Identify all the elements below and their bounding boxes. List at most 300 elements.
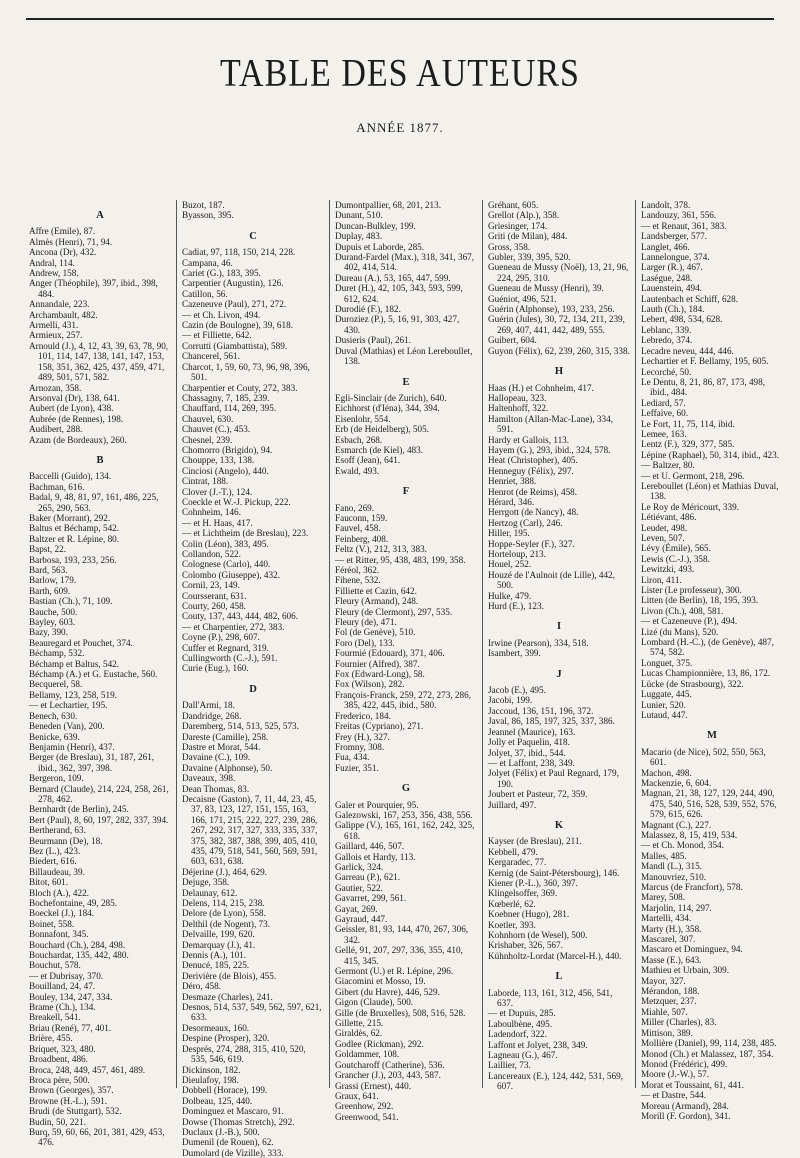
author-entry: Béchamp et Baltus, 542. — [29, 658, 120, 669]
author-entry: Despine (Prosper), 320. — [182, 1033, 270, 1044]
author-entry: Magnant (C.), 227. — [641, 819, 712, 830]
author-entry: Kergaradec, 77. — [488, 857, 547, 868]
author-entry: Le Roy de Méricourt, 339. — [641, 501, 739, 512]
author-entry: Bochefontaine, 49, 285. — [29, 898, 118, 908]
author-entry: Lewitzki, 493. — [641, 564, 695, 575]
author-entry: Isambert, 399. — [488, 648, 541, 659]
author-entry: Fromny, 308. — [335, 741, 385, 752]
author-entry: Macario (de Nice), 502, 550, 563, 601. — [641, 746, 766, 768]
author-entry: Cazeneuve (Paul), 271, 272. — [182, 299, 287, 310]
author-entry: Koetler, 393. — [488, 919, 536, 930]
author-entry: Hardy et Gallois, 113. — [488, 434, 570, 445]
author-entry: Dureau (A.), 53, 165, 447, 599. — [335, 272, 451, 283]
author-entry: — et Filliette, 642. — [182, 330, 252, 341]
author-entry: Dall'Armi, 18. — [182, 700, 235, 711]
author-entry: Chomorro (Brigido), 94. — [182, 444, 273, 455]
author-entry: Fournier (Alfred), 387. — [335, 658, 420, 669]
author-entry: Leudet, 498. — [641, 522, 688, 533]
author-entry: Lagneau (G.), 467. — [488, 1050, 558, 1061]
author-entry: Delthil (de Nogent), 73. — [182, 918, 271, 929]
author-entry: Briau (René), 77, 401. — [29, 1022, 112, 1033]
author-entry: Delaunay, 612. — [182, 887, 238, 898]
author-entry: Bez (L.), 423. — [29, 845, 81, 856]
author-entry: Javal, 86, 185, 197, 325, 337, 386. — [488, 716, 615, 727]
author-entry: Féréol, 362. — [335, 565, 380, 575]
author-entry: Badal, 9, 48, 81, 97, 161, 486, 225, 265, 290, 563. — [29, 492, 159, 513]
author-entry: Esmarch (de Kiel), 483. — [335, 444, 424, 455]
author-entry: Lutaud, 447. — [641, 709, 688, 720]
author-entry: Cintrat, 188. — [182, 476, 229, 487]
author-entry: Dowse (Thomas Stretch), 292. — [182, 1116, 295, 1127]
author-entry: Liron, 411. — [641, 574, 682, 585]
author-entry: Jolly et Paquelin, 418. — [488, 737, 570, 748]
author-entry: Duval (Mathias) et Léon Lereboullet, 138. — [335, 345, 473, 367]
author-entry: Buzot, 187. — [182, 200, 225, 210]
section-letter: D — [249, 683, 257, 695]
author-entry: Laborde, 113, 161, 312, 456, 541, 637. — [488, 987, 613, 1009]
author-entry: Broca père, 500. — [29, 1074, 90, 1085]
author-entry: Livon (Ch.), 408, 581. — [641, 605, 724, 616]
author-entry: — et Dupuis, 285. — [488, 1008, 556, 1019]
author-entry: Gross, 358. — [488, 241, 531, 252]
author-entry: Clover (J.-T.), 124. — [182, 486, 253, 497]
author-entry: Godlee (Rickman), 292. — [335, 1038, 424, 1049]
author-entry: Lewis (C.-J.), 358. — [641, 553, 710, 564]
author-entry: Armieux, 257. — [29, 330, 83, 341]
author-entry: Grancher (J.), 203, 443, 587. — [335, 1070, 441, 1081]
author-entry: Benech, 630. — [29, 710, 78, 721]
author-entry: — et Lechartier, 195. — [29, 700, 108, 711]
author-entry: Ancona (Dr), 432. — [29, 247, 97, 258]
author-entry: Freitas (Cypriano), 271. — [335, 721, 424, 732]
author-entry: Galezowski, 167, 253, 356, 438, 556. — [335, 809, 473, 820]
author-entry: Geissler, 81, 93, 144, 470, 267, 306, 342. — [335, 924, 469, 945]
author-entry: Hamilton (Allan-Mac-Lane), 334, 591. — [488, 413, 614, 435]
author-entry: Duret (H.), 42, 105, 343, 593, 599, 612, 624. — [335, 283, 463, 304]
top-rule — [26, 18, 774, 20]
author-entry: Foro (Del), 133. — [335, 637, 395, 648]
author-entry: Gallois et Hardy, 113. — [335, 851, 416, 862]
author-entry: Eichhorst (d'Iéna), 344, 394. — [335, 403, 440, 414]
author-entry: Annandale, 223. — [29, 299, 90, 310]
author-entry: Haltenhoff, 322. — [488, 403, 549, 414]
author-entry: — et Ch. Monod, 354. — [641, 840, 724, 851]
author-entry: Ewald, 493. — [335, 465, 380, 476]
author-entry: Dickinson, 182. — [182, 1064, 241, 1075]
author-entry: Greenhow, 292. — [335, 1101, 394, 1112]
author-entry: Budin, 50, 221. — [29, 1116, 86, 1127]
section-letter: C — [249, 230, 257, 242]
author-entry: Horteloup, 213. — [488, 549, 546, 559]
author-entry: Fleury (de), 471. — [335, 617, 397, 628]
author-entry: Gayat, 269. — [335, 903, 378, 914]
author-entry: Fauconn, 159. — [335, 512, 388, 523]
author-entry: — et Ch. Livon, 494. — [182, 309, 261, 320]
author-entry: Hayem (G.), 293, ibid., 324, 578. — [488, 444, 611, 455]
author-entry: Guérin (Jules), 30, 72, 134, 211, 239, 269, 407, 441, 442, 489, 555. — [488, 314, 625, 335]
author-entry: Cazin (de Boulogne), 39, 618. — [182, 320, 293, 331]
author-entry: Lebert, 498, 534, 628. — [641, 314, 723, 325]
author-entry: Feltz (V.), 212, 313, 383. — [335, 544, 427, 555]
author-entry: Beurmann (De), 18. — [29, 835, 103, 846]
author-entry: Bernard (Claude), 214, 224, 258, 261, 278, 462. — [29, 783, 169, 804]
author-entry: Monod (Frédéric), 499. — [641, 1058, 728, 1069]
author-entry: Durand-Fardel (Max.), 318, 341, 367, 402, 414, 514. — [335, 252, 475, 273]
index-column — [329, 200, 482, 1122]
author-entry: Couty, 137, 443, 444, 482, 606. — [182, 611, 299, 622]
author-entry: Anger (Théophile), 397, ibid., 398, 484. — [29, 278, 158, 299]
author-entry: Irwine (Pearson), 334, 518. — [488, 637, 589, 648]
author-entry: Lauth (Ch.), 184. — [641, 304, 705, 315]
author-entry: Graux, 641. — [335, 1090, 379, 1101]
author-entry: Curie (Eug.), 160. — [182, 663, 249, 674]
author-entry: Henriet, 388. — [488, 476, 537, 487]
author-entry: Duroziez (P.), 5, 16, 91, 303, 427, 430. — [335, 314, 460, 335]
author-entry: Lecorché, 50. — [641, 366, 692, 377]
author-entry: Gautier, 522. — [335, 882, 383, 893]
author-entry: Cinciosi (Angelo), 440. — [182, 465, 269, 476]
author-entry: Hertzog (Carl), 246. — [488, 517, 563, 528]
author-entry: Billaudeau, 39. — [29, 866, 85, 877]
author-entry: Colombo (Giuseppe), 432. — [182, 569, 280, 580]
author-entry: Dolbeau, 125, 440. — [182, 1095, 253, 1106]
author-entry: Guyon (Félix), 62, 239, 260, 315, 338. — [488, 345, 630, 356]
author-entry: Gillette, 215. — [335, 1018, 384, 1029]
author-entry: Demarquay (J.), 41. — [182, 939, 256, 950]
author-entry: Bauche, 500. — [29, 606, 78, 617]
author-entry: Arsonval (Dr), 138, 641. — [29, 392, 120, 403]
author-entry: Landsberger, 577. — [641, 231, 708, 242]
author-entry: Chassagny, 7, 185, 239. — [182, 392, 270, 403]
author-entry: — et Dastre, 544. — [641, 1090, 707, 1101]
author-entry: Denucé, 185, 225. — [182, 960, 250, 971]
author-entry: Davaine (C.), 109. — [182, 752, 251, 763]
author-entry: Bouchut, 578. — [29, 960, 81, 971]
index-columns — [24, 200, 788, 1158]
author-entry: Marty (H.), 358. — [641, 923, 702, 934]
author-entry: Germont (U.) et R. Lépine, 296. — [335, 966, 454, 977]
author-entry: Bouilland, 24, 47. — [29, 981, 96, 992]
author-entry: Haas (H.) et Cohnheim, 417. — [488, 382, 594, 393]
author-entry: Lentz (F.), 329, 377, 585. — [641, 439, 735, 450]
author-entry: Giraldès, 62. — [335, 1028, 383, 1039]
author-entry: Fihene, 532. — [335, 575, 381, 586]
author-entry: — et Laffont, 238, 349. — [488, 757, 575, 768]
author-entry: Bergeron, 109. — [29, 773, 84, 784]
author-entry: Armelli, 431. — [29, 320, 79, 331]
author-entry: Dandridge, 268. — [182, 710, 242, 721]
author-entry: Gueneau de Mussy (Henri), 39. — [488, 283, 604, 294]
author-entry: Machon, 498. — [641, 767, 692, 778]
author-entry: Davaine (Alphonse), 50. — [182, 762, 273, 773]
author-entry: Monod (Ch.) et Malassez, 187, 354. — [641, 1048, 774, 1059]
author-entry: Duncan-Bulkley, 199. — [335, 220, 416, 231]
author-entry: Dejuge, 358. — [182, 877, 230, 888]
author-entry: Létiévant, 486. — [641, 512, 697, 523]
author-entry: Kühnholtz-Lordat (Marcel-H.), 440. — [488, 950, 622, 961]
author-entry: Dumolard (de Vizille), 333. — [182, 1147, 284, 1158]
section-letter: E — [402, 376, 410, 388]
author-entry: Duplay, 483. — [335, 231, 383, 242]
author-entry: Delens, 114, 215, 238. — [182, 898, 265, 908]
author-entry: Hérard, 346. — [488, 496, 535, 507]
author-entry: Garlick, 324. — [335, 861, 384, 872]
author-entry: Moreau (Armand), 284. — [641, 1100, 729, 1111]
author-entry: Dupuis et Laborde, 285. — [335, 241, 425, 252]
author-entry: Arnozan, 358. — [29, 382, 82, 393]
index-column — [635, 200, 788, 1121]
author-entry: Leffaive, 60. — [641, 408, 689, 419]
author-entry: Azam (de Bordeaux), 260. — [29, 434, 127, 445]
author-entry: Dusieris (Paul), 261. — [335, 335, 412, 346]
author-entry: Gaillard, 446, 507. — [335, 841, 405, 852]
index-column — [176, 200, 329, 1158]
author-entry: Lemee, 163. — [641, 428, 687, 439]
author-entry: Jacob (E.), 495. — [488, 685, 546, 696]
author-entry: Guéniot, 496, 521. — [488, 293, 557, 304]
author-entry: Goutcharoff (Catherine), 536. — [335, 1059, 445, 1070]
author-entry: Baltus et Béchamp, 542. — [29, 523, 120, 534]
author-entry: Brame (Ch.), 134. — [29, 1002, 96, 1013]
author-entry: Metzquer, 237. — [641, 996, 697, 1007]
author-entry: Byasson, 395. — [182, 210, 234, 221]
author-entry: Arnould (J.), 4, 12, 43, 39, 63, 78, 90, 101, 114, 147, 138, 141, 147, 153, 158, 351, 362, 425, 437, 459, 471, 489, 501, 571, 582. — [29, 340, 169, 383]
author-entry: Boinet, 558. — [29, 918, 75, 929]
author-entry: Barbosa, 193, 233, 256. — [29, 554, 117, 565]
author-entry: Coursserant, 631. — [182, 590, 247, 601]
author-entry: Barlow, 179. — [29, 575, 77, 586]
author-entry: François-Franck, 259, 272, 273, 286, 385, 422, 445, ibid., 580. — [335, 689, 472, 711]
author-entry: Chauffard, 114, 269, 395. — [182, 403, 277, 414]
author-entry: Becquerel, 58. — [29, 679, 83, 690]
author-entry: Griesinger, 174. — [488, 220, 548, 231]
author-entry: Leblanc, 339. — [641, 324, 692, 335]
author-entry: Dominguez et Mascaro, 91. — [182, 1106, 284, 1117]
author-entry: Desmaze (Charles), 241. — [182, 991, 273, 1002]
author-entry: Beauregard et Pouchet, 374. — [29, 637, 133, 648]
author-entry: Lecadre neveu, 444, 446. — [641, 345, 734, 356]
author-entry: Gigon (Claude), 500. — [335, 997, 414, 1008]
author-entry: Beneden (Van), 200. — [29, 721, 105, 732]
author-entry: Chauvel, 630. — [182, 413, 234, 424]
author-entry: Durodié (F.), 182. — [335, 304, 401, 315]
author-entry: Esbach, 268. — [335, 434, 383, 445]
author-entry: Marey, 508. — [641, 892, 686, 903]
author-entry: Kohnhorn (de Wesel), 500. — [488, 930, 588, 940]
author-entry: Daveaux, 398. — [182, 773, 236, 784]
author-entry: Griti (de Milan), 484. — [488, 231, 568, 242]
author-entry: Galer et Pourquier, 95. — [335, 799, 419, 810]
author-entry: Bapst, 22. — [29, 544, 67, 555]
author-entry: Broca, 248, 449, 457, 461, 489. — [29, 1064, 146, 1075]
author-entry: Burq, 59, 60, 66, 201, 381, 429, 453, 476. — [29, 1126, 165, 1148]
author-entry: Egli-Sinclair (de Zurich), 640. — [335, 392, 447, 403]
author-entry: Landouzy, 361, 556. — [641, 210, 717, 221]
author-entry: Hurd (E.), 123. — [488, 601, 544, 612]
author-entry: Briquet, 323, 480. — [29, 1043, 96, 1054]
author-entry: Lücke (de Strasbourg), 322. — [641, 678, 744, 689]
author-entry: Mollière (Daniel), 99, 114, 238, 485. — [641, 1038, 777, 1049]
author-entry: Dastre et Morat, 544. — [182, 741, 261, 752]
author-entry: Bouchard (Ch.), 284, 498. — [29, 939, 126, 950]
author-entry: Eisenlohr, 554. — [335, 413, 391, 424]
author-entry: Chauvet (C.), 453. — [182, 424, 251, 435]
author-entry: Chesnel, 239. — [182, 434, 233, 445]
section-letter: B — [96, 454, 104, 466]
author-entry: Longuet, 375. — [641, 657, 693, 668]
author-entry: Delore (de Lyon), 558. — [182, 908, 266, 919]
author-entry: Béchamp, 532. — [29, 648, 85, 659]
author-entry: Joubert et Pasteur, 72, 359. — [488, 789, 588, 800]
author-entry: Browne (H.-L.), 591. — [29, 1095, 108, 1106]
author-entry: Archambault, 482. — [29, 309, 98, 320]
author-entry: Colin (Léon), 383, 495. — [182, 538, 269, 549]
author-entry: Gayraud, 447. — [335, 914, 388, 924]
author-entry: Fleury (Armand), 248. — [335, 596, 419, 607]
author-entry: Juillard, 497. — [488, 799, 537, 810]
author-entry: Lizé (du Mans), 520. — [641, 626, 719, 637]
author-entry: Gréhant, 605. — [488, 200, 539, 210]
section-letter: K — [554, 819, 564, 831]
author-entry: Bastian (Ch.), 71, 109. — [29, 596, 113, 607]
author-entry: Le Dentu, 8, 21, 86, 87, 173, 498, ibid., 484. — [641, 376, 766, 398]
author-entry: Klingelsoffer, 369. — [488, 888, 558, 899]
author-entry: Lancereaux (E.), 124, 442, 531, 569, 607. — [488, 1070, 623, 1092]
author-entry: Laségue, 248. — [641, 272, 693, 283]
author-entry: Houel, 252. — [488, 559, 532, 570]
author-entry: Manouvriez, 510. — [641, 871, 707, 882]
author-entry: Kernig (de Saint-Pétersbourg), 146. — [488, 867, 620, 878]
author-entry: — et Dubrisay, 370. — [29, 970, 104, 981]
author-entry: Bard, 563. — [29, 565, 68, 575]
author-entry: Baccelli (Guido), 134. — [29, 471, 112, 482]
author-entry: Mittison, 389. — [641, 1027, 693, 1038]
author-entry: Cariet (G.), 183, 395. — [182, 268, 261, 279]
author-entry: Heat (Christopher), 405. — [488, 455, 578, 466]
author-entry: Litten (de Berlin), 18, 195, 393. — [641, 595, 759, 606]
section-letter: F — [402, 486, 410, 498]
author-entry: Mayor, 327. — [641, 975, 686, 986]
author-entry: Delvaille, 199, 620. — [182, 929, 255, 940]
author-entry: Marjolin, 114, 297. — [641, 902, 712, 913]
author-entry: Duclaux (J.-B.), 500. — [182, 1126, 260, 1137]
author-entry: Jaccoud, 136, 151, 196, 372. — [488, 705, 594, 716]
author-entry: Biedert, 616. — [29, 856, 77, 867]
author-entry: — et U. Germont, 218, 296. — [641, 470, 745, 481]
author-entry: Dennis (A.), 101. — [182, 950, 247, 961]
author-entry: — et Cazeneuve (P.), 494. — [641, 616, 738, 627]
author-entry: Lechartier et F. Bellamy, 195, 605. — [641, 356, 769, 367]
author-entry: Martelli, 434. — [641, 913, 692, 924]
author-entry: Laillier, 73. — [488, 1060, 531, 1071]
author-entry: Miahle, 507. — [641, 1006, 688, 1017]
author-entry: Bouchardat, 135, 442, 480. — [29, 950, 129, 961]
author-entry: Colognese (Carlo), 440. — [182, 559, 271, 570]
author-entry: Galippe (V.), 165, 161, 162, 242, 325, 618. — [335, 820, 475, 841]
author-entry: Laffont et Jolyet, 238, 349. — [488, 1039, 588, 1050]
author-entry: Lucas Championnière, 13, 86, 172. — [641, 668, 771, 679]
author-entry: Jolyet, 37, ibid., 544. — [488, 747, 566, 758]
author-entry: Charpentier et Couty, 272, 383. — [182, 382, 298, 393]
author-entry: Lister (Le professeur), 300. — [641, 585, 742, 596]
section-letter: M — [707, 730, 717, 742]
author-entry: — Baltzer, 80. — [641, 460, 695, 471]
author-entry: Brière, 455. — [29, 1033, 73, 1044]
author-entry: Greenwood, 541. — [335, 1111, 399, 1122]
author-entry: Morat et Toussaint, 61, 441. — [641, 1079, 745, 1090]
section-letter: J — [556, 668, 562, 680]
author-entry: Catillon, 56. — [182, 288, 228, 299]
author-entry: Dumenil (de Rouen), 62. — [182, 1137, 274, 1148]
author-entry: Fleury (de Clermont), 297, 535. — [335, 606, 453, 617]
author-entry: Lediard, 57. — [641, 397, 686, 408]
author-entry: Henrot (de Reims), 458. — [488, 486, 578, 497]
author-entry: Bonnafont, 345. — [29, 929, 89, 940]
author-entry: Bitot, 601. — [29, 877, 69, 888]
author-entry: Le Fort, 11, 75, 114, ibid. — [641, 418, 735, 429]
author-entry: Benicke, 639. — [29, 731, 80, 742]
author-entry: Kebbell, 479. — [488, 846, 538, 857]
author-entry: Lunier, 520. — [641, 699, 686, 710]
author-entry: — et Renaut, 361, 383. — [641, 220, 727, 231]
author-entry: Gille (de Bruxelles), 508, 516, 528. — [335, 1007, 466, 1018]
author-entry: Fourmié (Edouard), 371, 406. — [335, 648, 445, 659]
index-column — [24, 200, 176, 1148]
author-entry: Coyne (P.), 298, 607. — [182, 632, 260, 643]
author-entry: Bloch (A.), 422. — [29, 887, 89, 898]
author-entry: — et Lichtheim (de Breslau), 223. — [182, 528, 309, 539]
author-entry: Frey (H.), 327. — [335, 731, 390, 742]
author-entry: Decaisne (Gaston), 7, 11, 44, 23, 45, 37, 83, 123, 127, 151, 155, 163, 166, 171, 215, 222, 227, 239, 286, 267, 292, 317, 327, 333, 335, 337, 375, 382, 387, 388, 399, 405, 410, 435, 479, 518, 541, 560, 569, 591, 603, 631, 638. — [182, 793, 318, 867]
author-entry: Esoff (Jean), 641. — [335, 455, 401, 466]
author-entry: Feinberg, 408. — [335, 533, 389, 544]
author-entry: Kœberlé, 62. — [488, 898, 536, 909]
author-entry: Cadiat, 97, 118, 150, 214, 228. — [182, 247, 296, 258]
author-entry: Henneguy (Félix), 297. — [488, 465, 574, 476]
author-entry: Fuzier, 351. — [335, 762, 379, 773]
author-entry: — et Ritter, 95, 438, 483, 199, 358. — [335, 554, 466, 565]
author-entry: Dunant, 510. — [335, 210, 383, 221]
author-entry: Cornil, 23, 149. — [182, 580, 240, 591]
author-entry: Jolyet (Félix) et Paul Regnard, 179, 190. — [488, 768, 619, 789]
author-entry: Langlet, 466. — [641, 241, 690, 252]
author-entry: — et H. Haas, 417. — [182, 517, 253, 528]
author-entry: Kiener (P.-L.), 360, 397. — [488, 877, 578, 888]
author-entry: Marcus (de Francfort), 578. — [641, 882, 743, 892]
author-entry: Corrutti (Giambattista), 589. — [182, 340, 288, 351]
author-entry: Kayser (de Breslau), 211. — [488, 836, 582, 847]
author-entry: Dieulafoy, 198. — [182, 1074, 239, 1085]
section-letter: I — [556, 621, 562, 633]
author-entry: Miller (Charles), 83. — [641, 1017, 717, 1028]
author-entry: Herrgott (de Nancy), 48. — [488, 507, 579, 518]
author-entry: Houzé de l'Aulnoit (de Lille), 442, 500. — [488, 569, 615, 591]
author-entry: Magnan, 21, 38, 127, 129, 244, 490, 475, 540, 516, 528, 539, 552, 576, 579, 615, 626. — [641, 788, 777, 820]
author-entry: Brudi (de Stuttgart), 532. — [29, 1106, 122, 1117]
author-entry: Déjerine (J.), 464, 629. — [182, 866, 267, 877]
page-subtitle: ANNÉE 1877. — [356, 120, 444, 135]
author-entry: Benjamin (Henri), 437. — [29, 741, 115, 752]
author-entry: Malles, 485. — [641, 850, 687, 861]
author-entry: Fol (de Genève), 510. — [335, 627, 416, 638]
author-entry: Bert (Paul), 8, 60, 197, 282, 337, 394. — [29, 814, 169, 825]
author-entry: Goldammer, 108. — [335, 1049, 400, 1060]
author-entry: Déro, 458. — [182, 981, 222, 992]
author-entry: Larger (R.), 467. — [641, 262, 703, 273]
author-entry: Hallopeau, 323. — [488, 392, 547, 403]
author-entry: Mackenzie, 6, 604. — [641, 777, 712, 788]
author-entry: Lauenstein, 494. — [641, 283, 702, 294]
